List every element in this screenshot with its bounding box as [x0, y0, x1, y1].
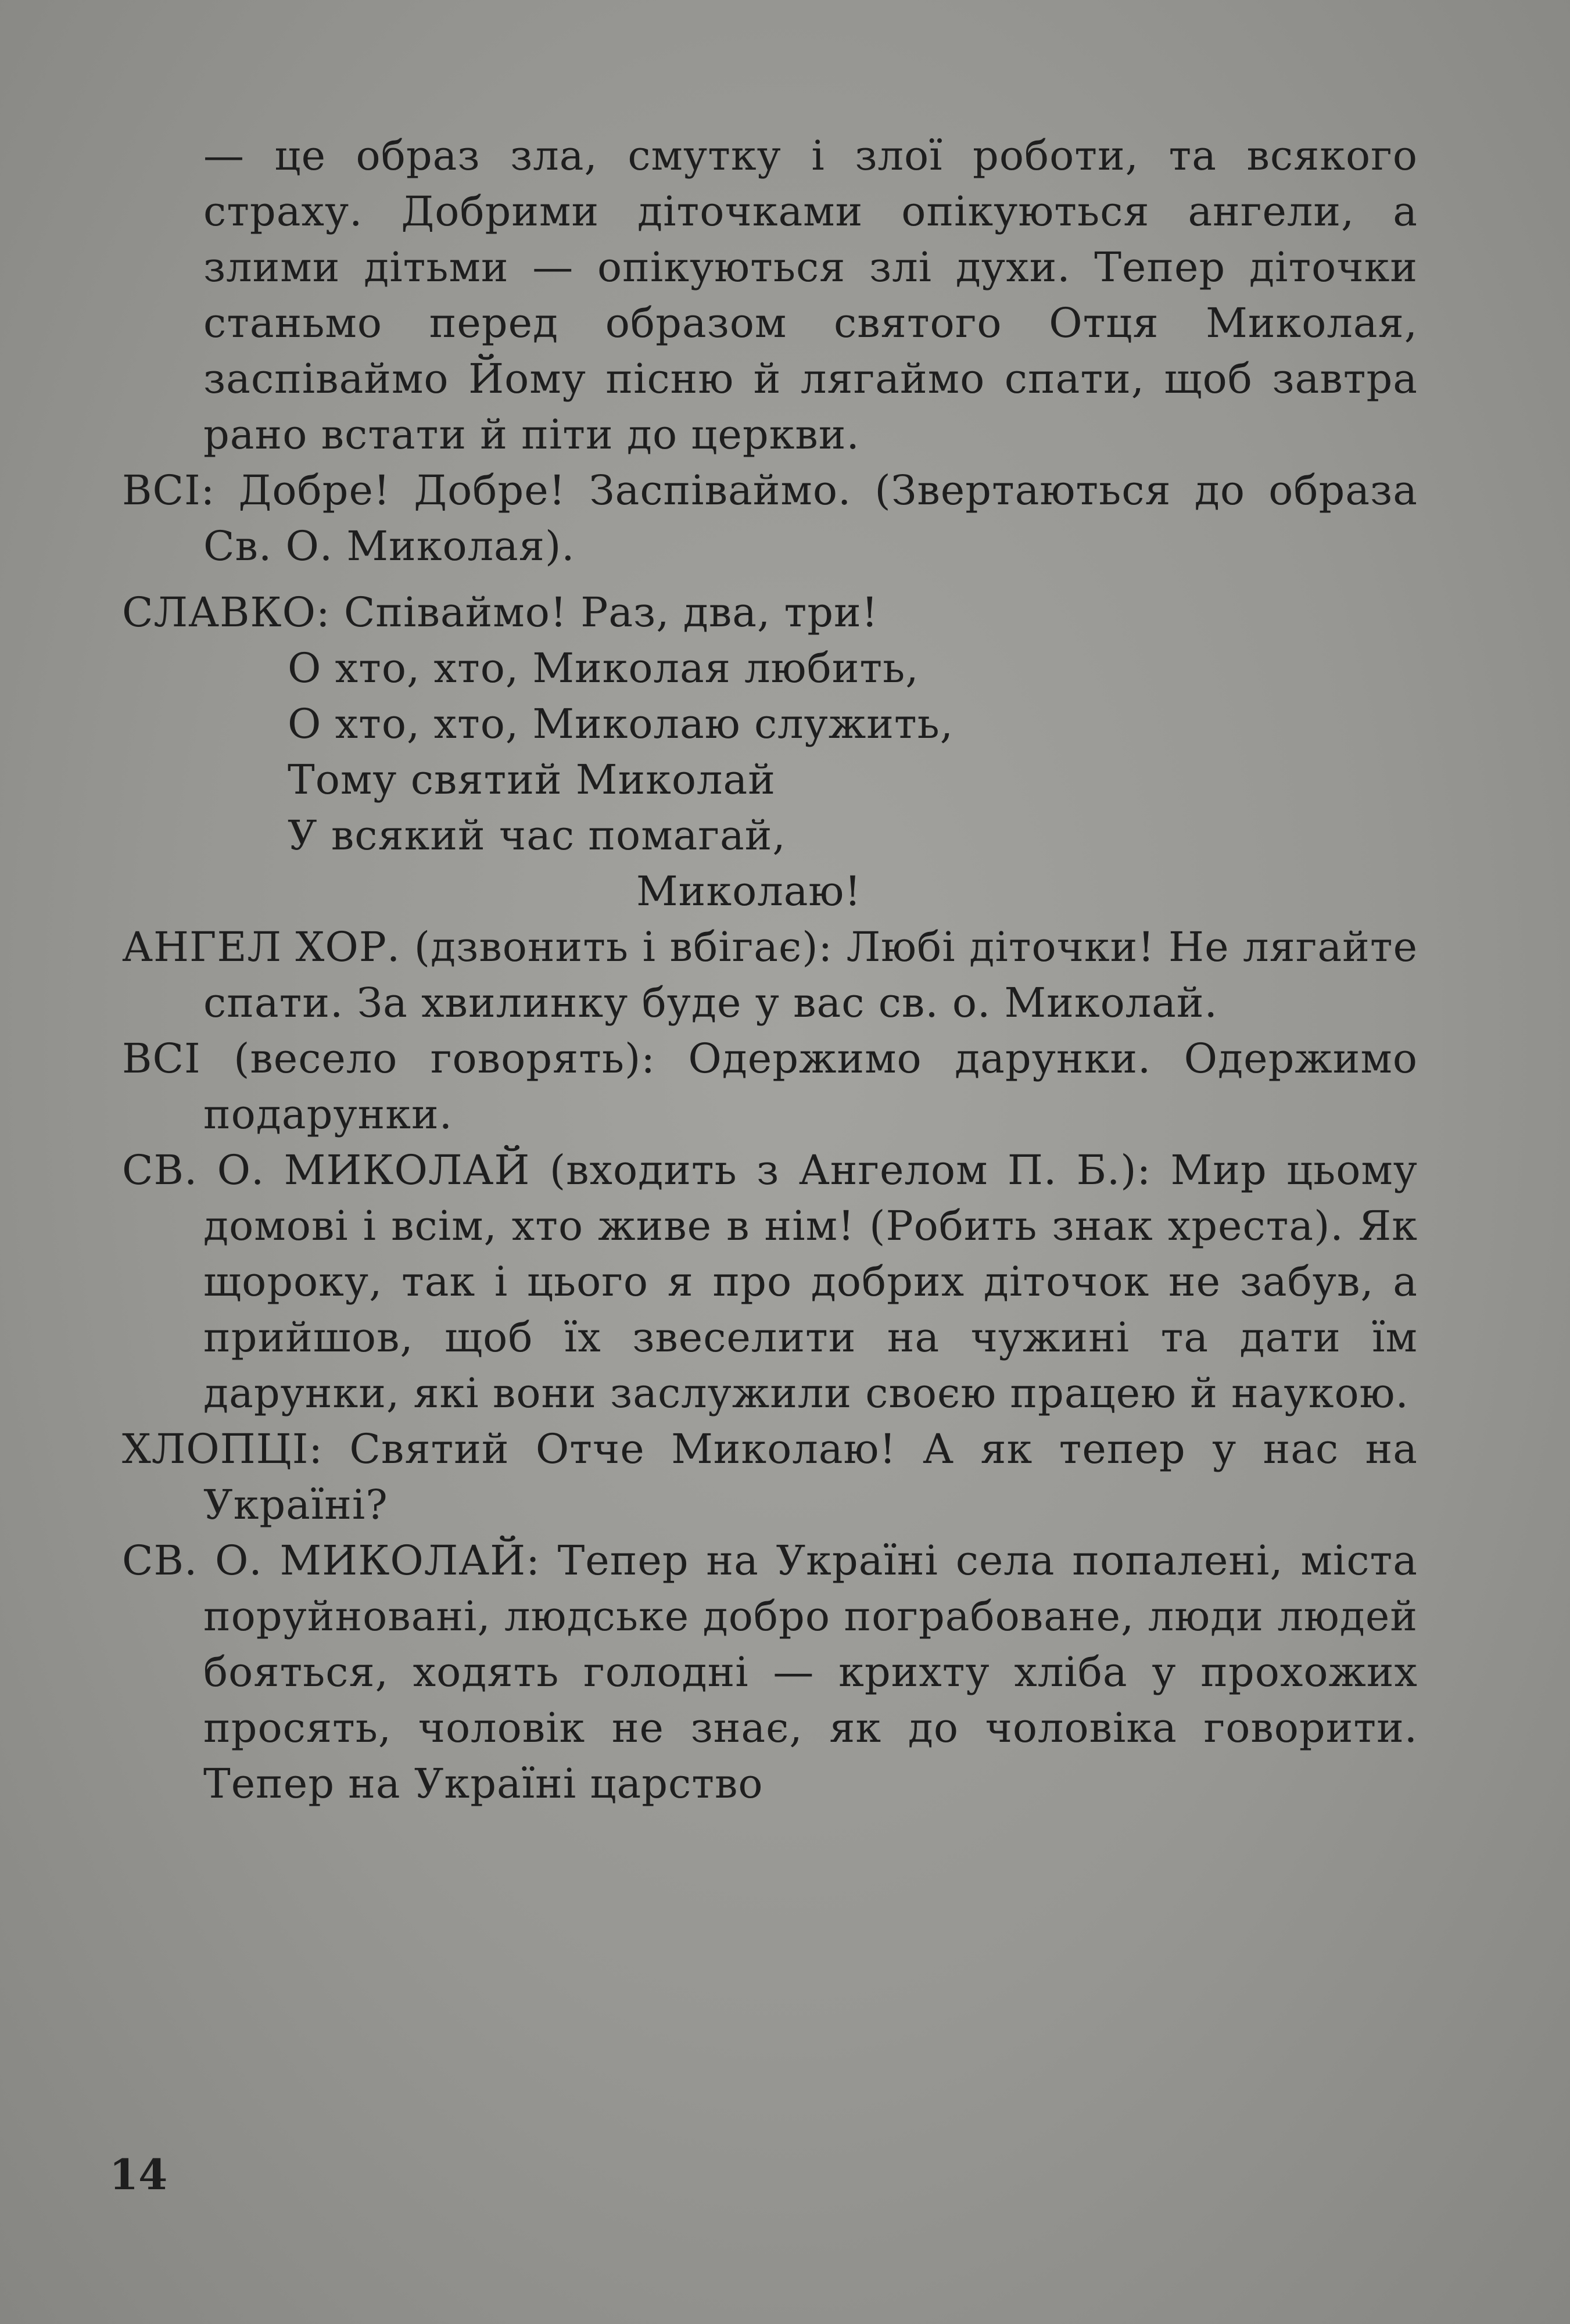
- paragraph-continuation: [122, 128, 1418, 462]
- dialogue-text: Тепер на Україні села попалені, міста поруйновані, людське добро пограбоване, люди людей бояться, ходять голодні — крихту хліба у прохожих просять, чоловік не знає, як до чоловіка говорити. Тепер на Україні царство: [203, 1537, 1418, 1807]
- song-refrain: Миколаю!: [636, 867, 862, 915]
- speaker-name: СЛАВКО:: [122, 589, 331, 636]
- speaker-name: ХЛОПЦІ:: [122, 1425, 323, 1473]
- song-line: О хто, хто, Миколая любить,: [288, 644, 919, 692]
- dialogue-line-slavko: [122, 584, 1418, 640]
- speaker-name: СВ. О. МИКОЛАЙ:: [122, 1537, 540, 1584]
- speaker-name: ВСІ: [122, 1035, 201, 1082]
- song-verse: [288, 640, 1418, 919]
- speaker-name: ВСІ:: [122, 467, 216, 514]
- page-number: 14: [109, 2150, 168, 2199]
- page-body: [122, 128, 1418, 1812]
- song-line: О хто, хто, Миколаю служить,: [288, 700, 954, 748]
- dialogue-line-vsi-2: [122, 1031, 1418, 1142]
- dialogue-text: (весело говорять): Одержимо дарунки. Одержимо подарунки.: [203, 1035, 1418, 1138]
- speaker-name: СВ. О. МИКОЛАЙ: [122, 1146, 530, 1194]
- dialogue-text: Добре! Добре! Заспіваймо. (Звертаються до образа Св. О. Миколая).: [203, 467, 1418, 570]
- speaker-name: АНГЕЛ ХОР.: [122, 923, 401, 971]
- dialogue-line-mykolai: [122, 1142, 1418, 1421]
- dialogue-line-mykolai-2: [122, 1533, 1418, 1812]
- paragraph-text: — це образ зла, смутку і злої роботи, та всякого страху. Добрими діточками опікуються ангели, а злими дітьми — опікуються злі духи. Тепер діточки станьмо перед образом святого Отця Миколая, заспіваймо Йому пісню й лягаймо спати, щоб завтра рано встати й піти до церкви.: [203, 132, 1418, 458]
- dialogue-line-angel-khor: [122, 919, 1418, 1031]
- dialogue-text: Святий Отче Миколаю! А як тепер у нас на Україні?: [203, 1425, 1418, 1529]
- song-line: У всякий час помагай,: [288, 812, 786, 859]
- dialogue-text: Співаймо! Раз, два, три!: [343, 589, 879, 636]
- dialogue-line-vsi: [122, 462, 1418, 574]
- dialogue-line-khloptsi: [122, 1421, 1418, 1533]
- song-line: Тому святий Миколай: [288, 756, 776, 804]
- dialogue-text: (входить з Ангелом П. Б.): Мир цьому домові і всім, хто живе в нім! (Робить знак хреста). Як щороку, так і цього я про добрих діточок не забув, а прийшов, щоб їх звеселити на чужині та дати їм дарунки, які вони заслужили своєю працею й наукою.: [203, 1146, 1418, 1417]
- dialogue-text: (дзвонить і вбігає): Любі діточки! Не лягайте спати. За хвилинку буде у вас св. о. Миколай.: [203, 923, 1418, 1027]
